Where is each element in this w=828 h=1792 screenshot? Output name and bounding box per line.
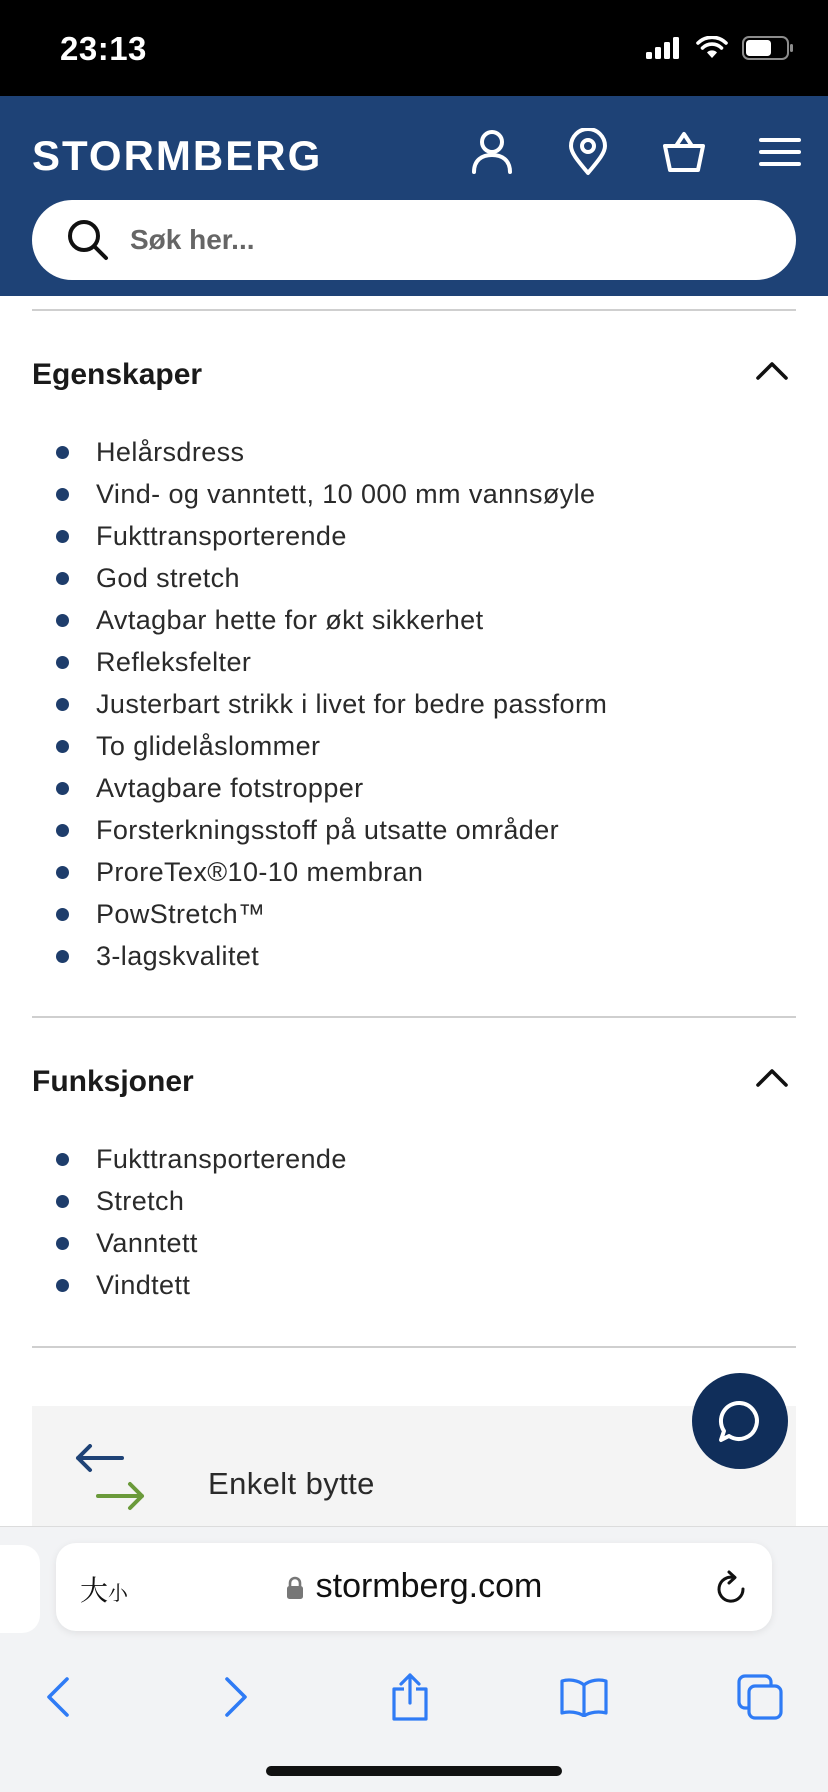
home-indicator [266,1766,562,1776]
egenskaper-list [56,431,607,977]
text-size-large-glyph: 大 [80,1574,109,1607]
list-item: Justerbart strikk i livet for bedre passform [56,683,607,725]
list-item: ProreTex®10-10 membran [56,851,607,893]
share-button[interactable] [380,1667,440,1727]
list-item: Avtagbar hette for økt sikkerhet [56,599,607,641]
hamburger-menu-icon [759,136,801,168]
text-size-small-glyph: 小 [108,1581,129,1605]
list-item: Vindtett [56,1264,347,1306]
list-item: Fukttransporterende [56,1138,347,1180]
section-divider [32,1016,796,1018]
store-locator-button[interactable] [560,124,616,180]
chat-bubble-icon [717,1398,763,1444]
list-item: Avtagbare fotstropper [56,767,607,809]
lock-icon [286,1576,304,1600]
forward-button[interactable] [206,1667,266,1727]
list-item: Forsterkningsstoff på utsatte områder [56,809,607,851]
chevron-right-icon [223,1677,249,1717]
list-item: God stretch [56,557,607,599]
wifi-icon [696,36,728,60]
swap-arrows-icon [72,1444,148,1520]
list-item: To glidelåslommer [56,725,607,767]
logo-text: STORMBERG [32,132,323,178]
chevron-left-icon [45,1677,71,1717]
tabs-button[interactable] [730,1667,790,1727]
product-details-content [0,296,828,1526]
status-time: 23:13 [60,30,147,67]
reload-icon[interactable] [714,1567,750,1607]
account-button[interactable] [464,124,520,180]
browser-toolbar [0,1667,828,1727]
stormberg-logo[interactable] [32,130,332,178]
list-item: Fukttransporterende [56,515,607,557]
easy-exchange-label: Enkelt bytte [208,1466,375,1501]
list-item: Vind- og vanntett, 10 000 mm vannsøyle [56,473,607,515]
cart-button[interactable] [656,124,712,180]
menu-button[interactable] [752,124,808,180]
user-icon [471,129,513,175]
search-icon [66,218,110,262]
battery-icon [742,36,794,60]
section-divider [32,1346,796,1348]
status-bar [0,0,828,96]
url-text: stormberg.com [315,1567,543,1605]
book-icon [559,1677,609,1717]
browser-bottom-bar [0,1526,828,1792]
url-display[interactable] [56,1567,772,1606]
search-box[interactable] [32,200,796,280]
funksjoner-list [56,1138,347,1306]
chevron-up-icon[interactable] [754,358,790,382]
bookmarks-button[interactable] [554,1667,614,1727]
site-header [0,96,828,296]
section-divider [32,309,796,311]
section-title-funksjoner[interactable]: Funksjoner [32,1065,194,1098]
cellular-signal-icon [646,37,682,59]
tabs-icon [737,1674,783,1720]
easy-exchange-card[interactable] [32,1406,796,1526]
location-pin-icon [567,128,609,176]
previous-tab-preview[interactable] [0,1545,40,1633]
list-item: 3-lagskvalitet [56,935,607,977]
list-item: Refleksfelter [56,641,607,683]
shopping-basket-icon [662,130,706,174]
list-item: Vanntett [56,1222,347,1264]
list-item: Helårsdress [56,431,607,473]
list-item: PowStretch™ [56,893,607,935]
section-title-egenskaper[interactable]: Egenskaper [32,358,203,391]
share-icon [390,1673,430,1721]
back-button[interactable] [28,1667,88,1727]
address-bar[interactable] [56,1543,772,1631]
chat-button[interactable] [692,1373,788,1469]
list-item: Stretch [56,1180,347,1222]
search-input[interactable] [130,224,730,256]
status-icons [646,36,794,60]
chevron-up-icon[interactable] [754,1065,790,1089]
